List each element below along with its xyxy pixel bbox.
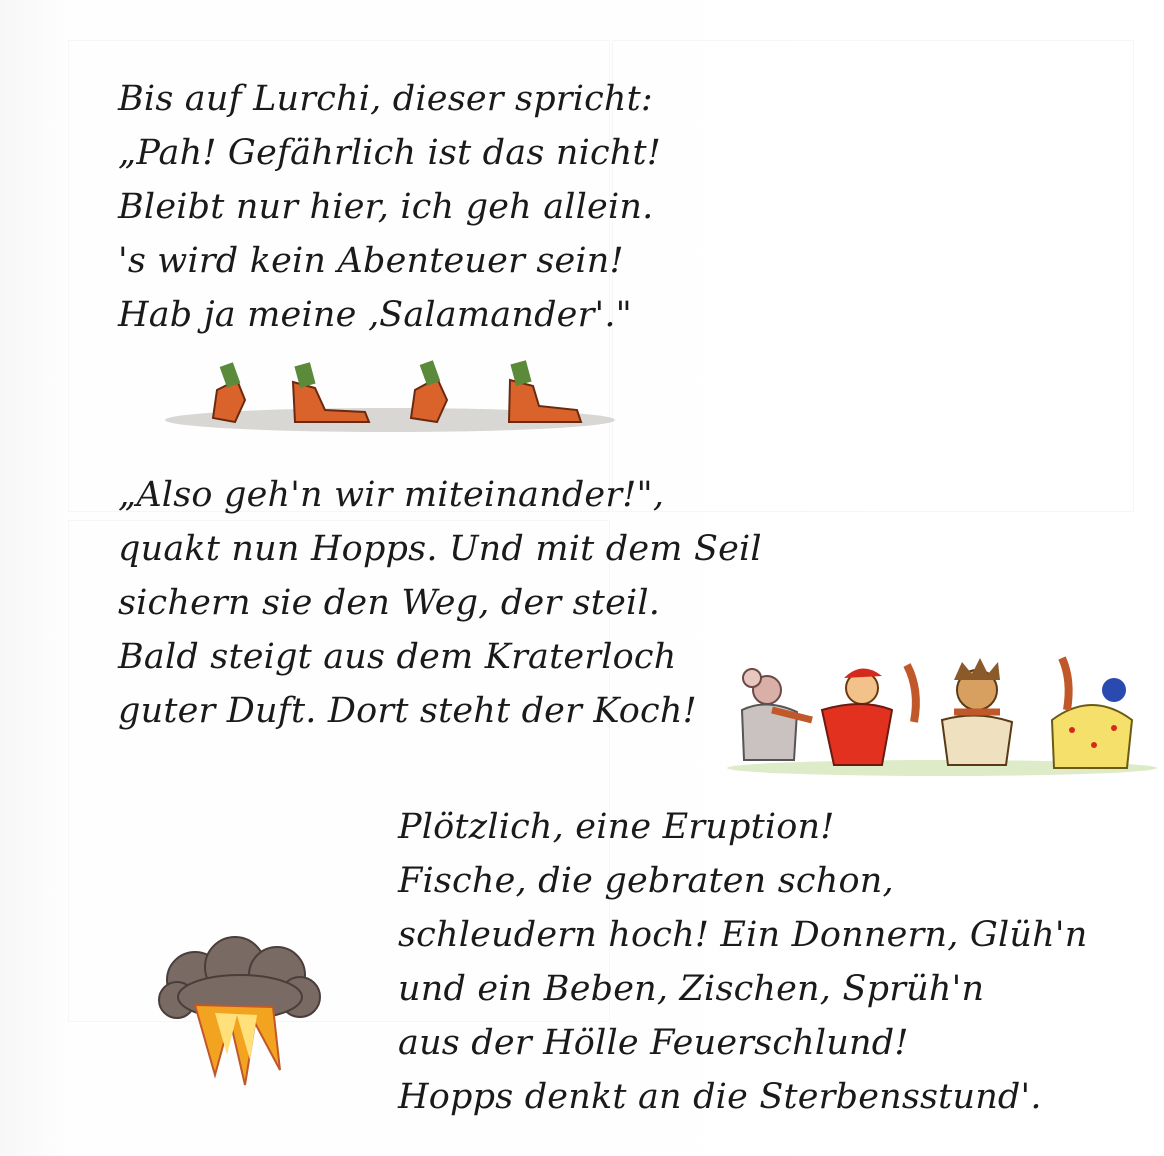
verse-line: quakt nun Hopps. Und mit dem Seil xyxy=(118,529,762,569)
verse-line: Hab ja meine ‚Salamander'." xyxy=(118,295,632,335)
verse-line: und ein Beben, Zischen, Sprüh'n xyxy=(398,969,985,1009)
sock-icon xyxy=(220,360,532,387)
verse-line: „Also geh'n wir miteinander!", xyxy=(118,475,665,515)
verse-line: 's wird kein Abenteuer sein! xyxy=(118,241,624,281)
verse-line: schleudern hoch! Ein Donnern, Glüh'n xyxy=(398,915,1088,955)
explosion-cloud-illustration xyxy=(155,935,330,1090)
verse-line: aus der Hölle Feuerschlund! xyxy=(398,1023,909,1063)
hedgehog-character-icon xyxy=(942,658,1012,765)
verse-line: „Pah! Gefährlich ist das nicht! xyxy=(118,133,662,173)
stanza-1 xyxy=(118,72,661,342)
verse-line: Hopps denkt an die Sterbensstund'. xyxy=(398,1077,1042,1117)
mouse-character-icon xyxy=(742,669,812,760)
verse-line: sichern sie den Weg, der steil. xyxy=(118,583,661,623)
background-ghost-panel xyxy=(612,40,1134,512)
verse-line: guter Duft. Dort steht der Koch! xyxy=(118,691,697,731)
verse-line: Fische, die gebraten schon, xyxy=(398,861,894,901)
fire-burst-icon xyxy=(195,1005,280,1085)
verse-line: Bald steigt aus dem Kraterloch xyxy=(118,637,677,677)
lurchi-character-icon xyxy=(822,665,916,765)
verse-line: Bleibt nur hier, ich geh allein. xyxy=(118,187,654,227)
verse-line: Plötzlich, eine Eruption! xyxy=(398,807,835,847)
frog-character-icon xyxy=(1052,658,1132,768)
stanza-2 xyxy=(118,468,762,738)
verse-line: Bis auf Lurchi, dieser spricht: xyxy=(118,79,653,119)
characters-eating-fish-illustration xyxy=(722,650,1162,780)
walking-boots-illustration xyxy=(165,360,620,440)
stanza-3 xyxy=(398,800,1087,1124)
